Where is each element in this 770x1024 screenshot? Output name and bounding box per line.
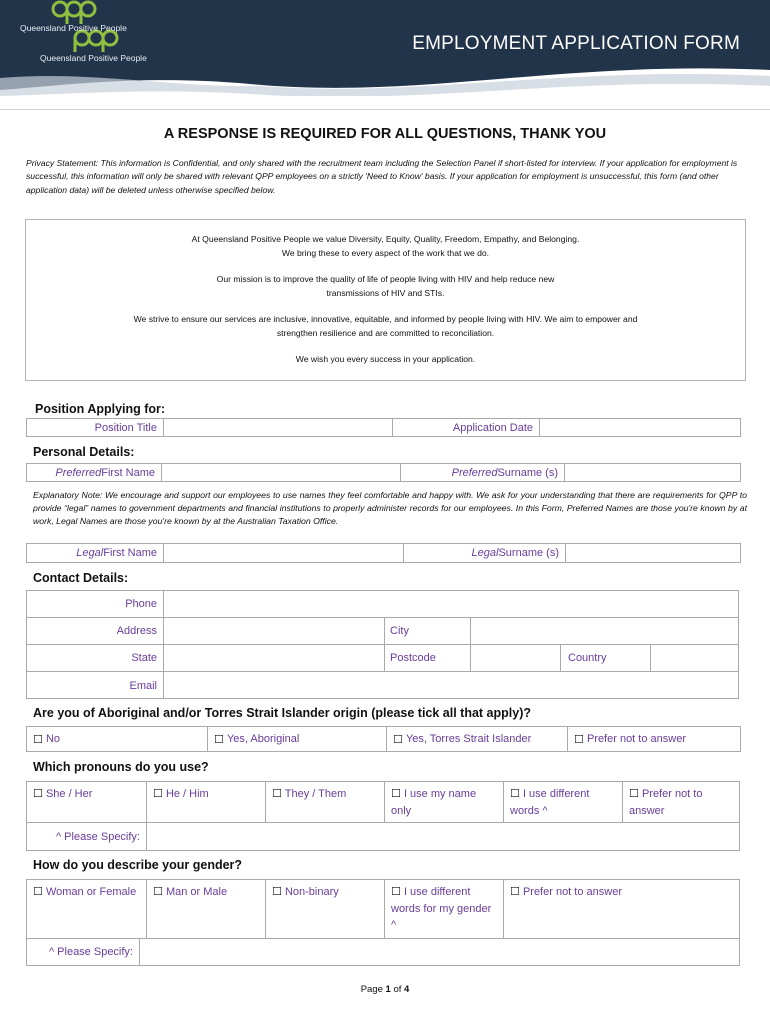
phone-field[interactable]: [163, 591, 738, 617]
pronoun-option-prefer-not[interactable]: ☐ Prefer not to answer: [622, 782, 739, 822]
legal-name-row: [26, 543, 741, 563]
strive-line-1: We strive to ensure our services are inclusive, innovative, equitable, and informed by people living with HIV. We aim to empower and: [133, 314, 638, 324]
explanatory-note: Explanatory Note: We encourage and support our employees to use names they feel comfortable and happy with. We ask for your understanding that there are requirements for QPP to provide “legal” names to government departments and financial institutions to properly administer records for our employees. In this Form, Preferred Names are those you're known by at work, Legal Names are those you're known by at the Australian Taxation Office.: [33, 490, 747, 527]
preferred-name-row: [26, 463, 741, 482]
preferred-surname-field[interactable]: [565, 464, 740, 481]
checkbox-icon: ☐: [574, 733, 584, 746]
pronouns-question: Which pronouns do you use?: [33, 760, 209, 774]
checkbox-icon: ☐: [629, 788, 639, 800]
checkbox-icon: ☐: [153, 788, 163, 800]
city-field[interactable]: [470, 618, 738, 644]
checkbox-icon: ☐: [510, 886, 520, 898]
application-date-field[interactable]: [540, 419, 740, 436]
preferred-first-name-field[interactable]: [162, 464, 401, 481]
contact-table: [26, 590, 739, 699]
address-label: Address: [116, 625, 157, 637]
origin-option-aboriginal[interactable]: ☐ Yes, Aboriginal: [208, 727, 387, 751]
origin-options-row: [26, 726, 741, 752]
gender-table: [26, 879, 740, 966]
header-divider: [0, 109, 770, 110]
pronoun-specify-label: ^ Please Specify:: [55, 831, 140, 843]
contact-heading: Contact Details:: [33, 571, 129, 585]
address-field[interactable]: [163, 618, 384, 644]
pronoun-specify-field[interactable]: [146, 823, 739, 850]
checkbox-icon: ☐: [272, 788, 282, 800]
phone-row: [27, 591, 738, 618]
checkbox-icon: ☐: [510, 788, 520, 800]
email-label: Email: [129, 679, 157, 692]
checkbox-icon: ☐: [33, 788, 43, 800]
page-number: 1: [385, 984, 391, 995]
position-title-label: Position Title: [27, 419, 164, 436]
page-total: 4: [404, 984, 410, 995]
postcode-field[interactable]: [470, 645, 560, 671]
checkbox-icon: ☐: [393, 733, 403, 746]
email-field[interactable]: [163, 672, 738, 699]
wish-line: We wish you every success in your application.: [295, 354, 476, 364]
state-label: State: [131, 652, 157, 664]
org-name-top: Queensland Positive People: [20, 23, 127, 33]
personal-heading: Personal Details:: [33, 445, 135, 459]
gender-option-woman[interactable]: ☐ Woman or Female: [33, 886, 137, 898]
checkbox-icon: ☐: [272, 886, 282, 898]
legal-surname-field[interactable]: [566, 544, 740, 562]
pronoun-option-name-only[interactable]: ☐ I use my name only: [384, 782, 503, 822]
checkbox-icon: ☐: [33, 886, 43, 898]
gender-option-non-binary[interactable]: ☐ Non-binary: [265, 880, 384, 938]
phone-label: Phone: [125, 598, 157, 610]
privacy-statement: Privacy Statement: This information is Confidential, and only shared with the recruitment team including the Selection Panel if short-listed for interview. If your application for employment is successful, this information will only be shared with relevant QPP employees on a strictly 'Need to Know' basis. If your application for employment is unsuccessful, this form (and other application data) will be deleted unless otherwise specified below.: [26, 158, 738, 195]
checkbox-icon: ☐: [214, 733, 224, 746]
state-field[interactable]: [163, 645, 384, 671]
preferred-first-name-label: Preferred First Name: [27, 464, 162, 481]
legal-first-name-field[interactable]: [164, 544, 404, 562]
pronoun-option-she[interactable]: ☐ She / Her: [33, 788, 93, 800]
values-line-1: At Queensland Positive People we value Diversity, Equity, Quality, Freedom, Empathy, and Belonging.: [191, 234, 580, 244]
org-name: Queensland Positive People: [40, 53, 147, 63]
state-row: [27, 645, 738, 672]
pronouns-table: [26, 781, 740, 851]
mission-line-2: transmissions of HIV and STIs.: [326, 288, 445, 298]
origin-option-no[interactable]: ☐ No: [27, 727, 208, 751]
origin-option-prefer-not[interactable]: ☐ Prefer not to answer: [574, 733, 686, 746]
city-label: City: [384, 618, 470, 644]
page-prefix: Page: [360, 984, 386, 995]
gender-option-man[interactable]: ☐ Man or Male: [146, 880, 265, 938]
values-box: [25, 219, 746, 381]
address-row: [27, 618, 738, 645]
gender-specify-label: ^ Please Specify:: [48, 946, 133, 958]
page-of: of: [390, 984, 405, 995]
legal-first-name-label: Legal First Name: [27, 544, 164, 562]
position-heading: Position Applying for:: [35, 402, 166, 416]
application-date-label: Application Date: [393, 419, 540, 436]
gender-option-different-words[interactable]: ☐ I use different words for my gender ^: [384, 880, 503, 938]
main-heading: A RESPONSE IS REQUIRED FOR ALL QUESTIONS, THANK YOU: [163, 126, 607, 142]
legal-surname-label: Legal Surname (s): [404, 544, 566, 562]
checkbox-icon: ☐: [391, 788, 401, 800]
position-row: [26, 418, 741, 437]
header-banner: [0, 0, 770, 96]
preferred-surname-label: Preferred Surname (s): [401, 464, 565, 481]
position-title-field[interactable]: [164, 419, 393, 436]
email-row: [27, 672, 738, 699]
country-field[interactable]: [650, 645, 738, 671]
country-label: Country: [560, 645, 650, 671]
origin-question: Are you of Aboriginal and/or Torres Strait Islander origin (please tick all that apply)?: [33, 706, 532, 720]
gender-question: How do you describe your gender?: [33, 858, 243, 872]
pronoun-option-he[interactable]: ☐ He / Him: [146, 782, 265, 822]
checkbox-icon: ☐: [391, 886, 401, 898]
gender-specify-field[interactable]: [139, 939, 739, 965]
checkbox-icon: ☐: [33, 733, 43, 746]
form-title: EMPLOYMENT APPLICATION FORM: [412, 33, 740, 54]
pronoun-option-different-words[interactable]: ☐ I use different words ^: [503, 782, 622, 822]
mission-line-1: Our mission is to improve the quality of life of people living with HIV and help reduce new: [216, 274, 555, 284]
pronoun-option-they[interactable]: ☐ They / Them: [265, 782, 384, 822]
origin-option-torres-strait[interactable]: ☐ Yes, Torres Strait Islander: [387, 727, 568, 751]
qpp-logo: [20, 0, 160, 70]
checkbox-icon: ☐: [153, 886, 163, 898]
page-footer: [0, 984, 770, 995]
values-line-2: We bring these to every aspect of the work that we do.: [281, 248, 490, 258]
gender-option-prefer-not[interactable]: ☐ Prefer not to answer: [503, 880, 739, 938]
strive-line-2: strengthen resilience and are committed to reconciliation.: [276, 328, 495, 338]
postcode-label: Postcode: [384, 645, 470, 671]
